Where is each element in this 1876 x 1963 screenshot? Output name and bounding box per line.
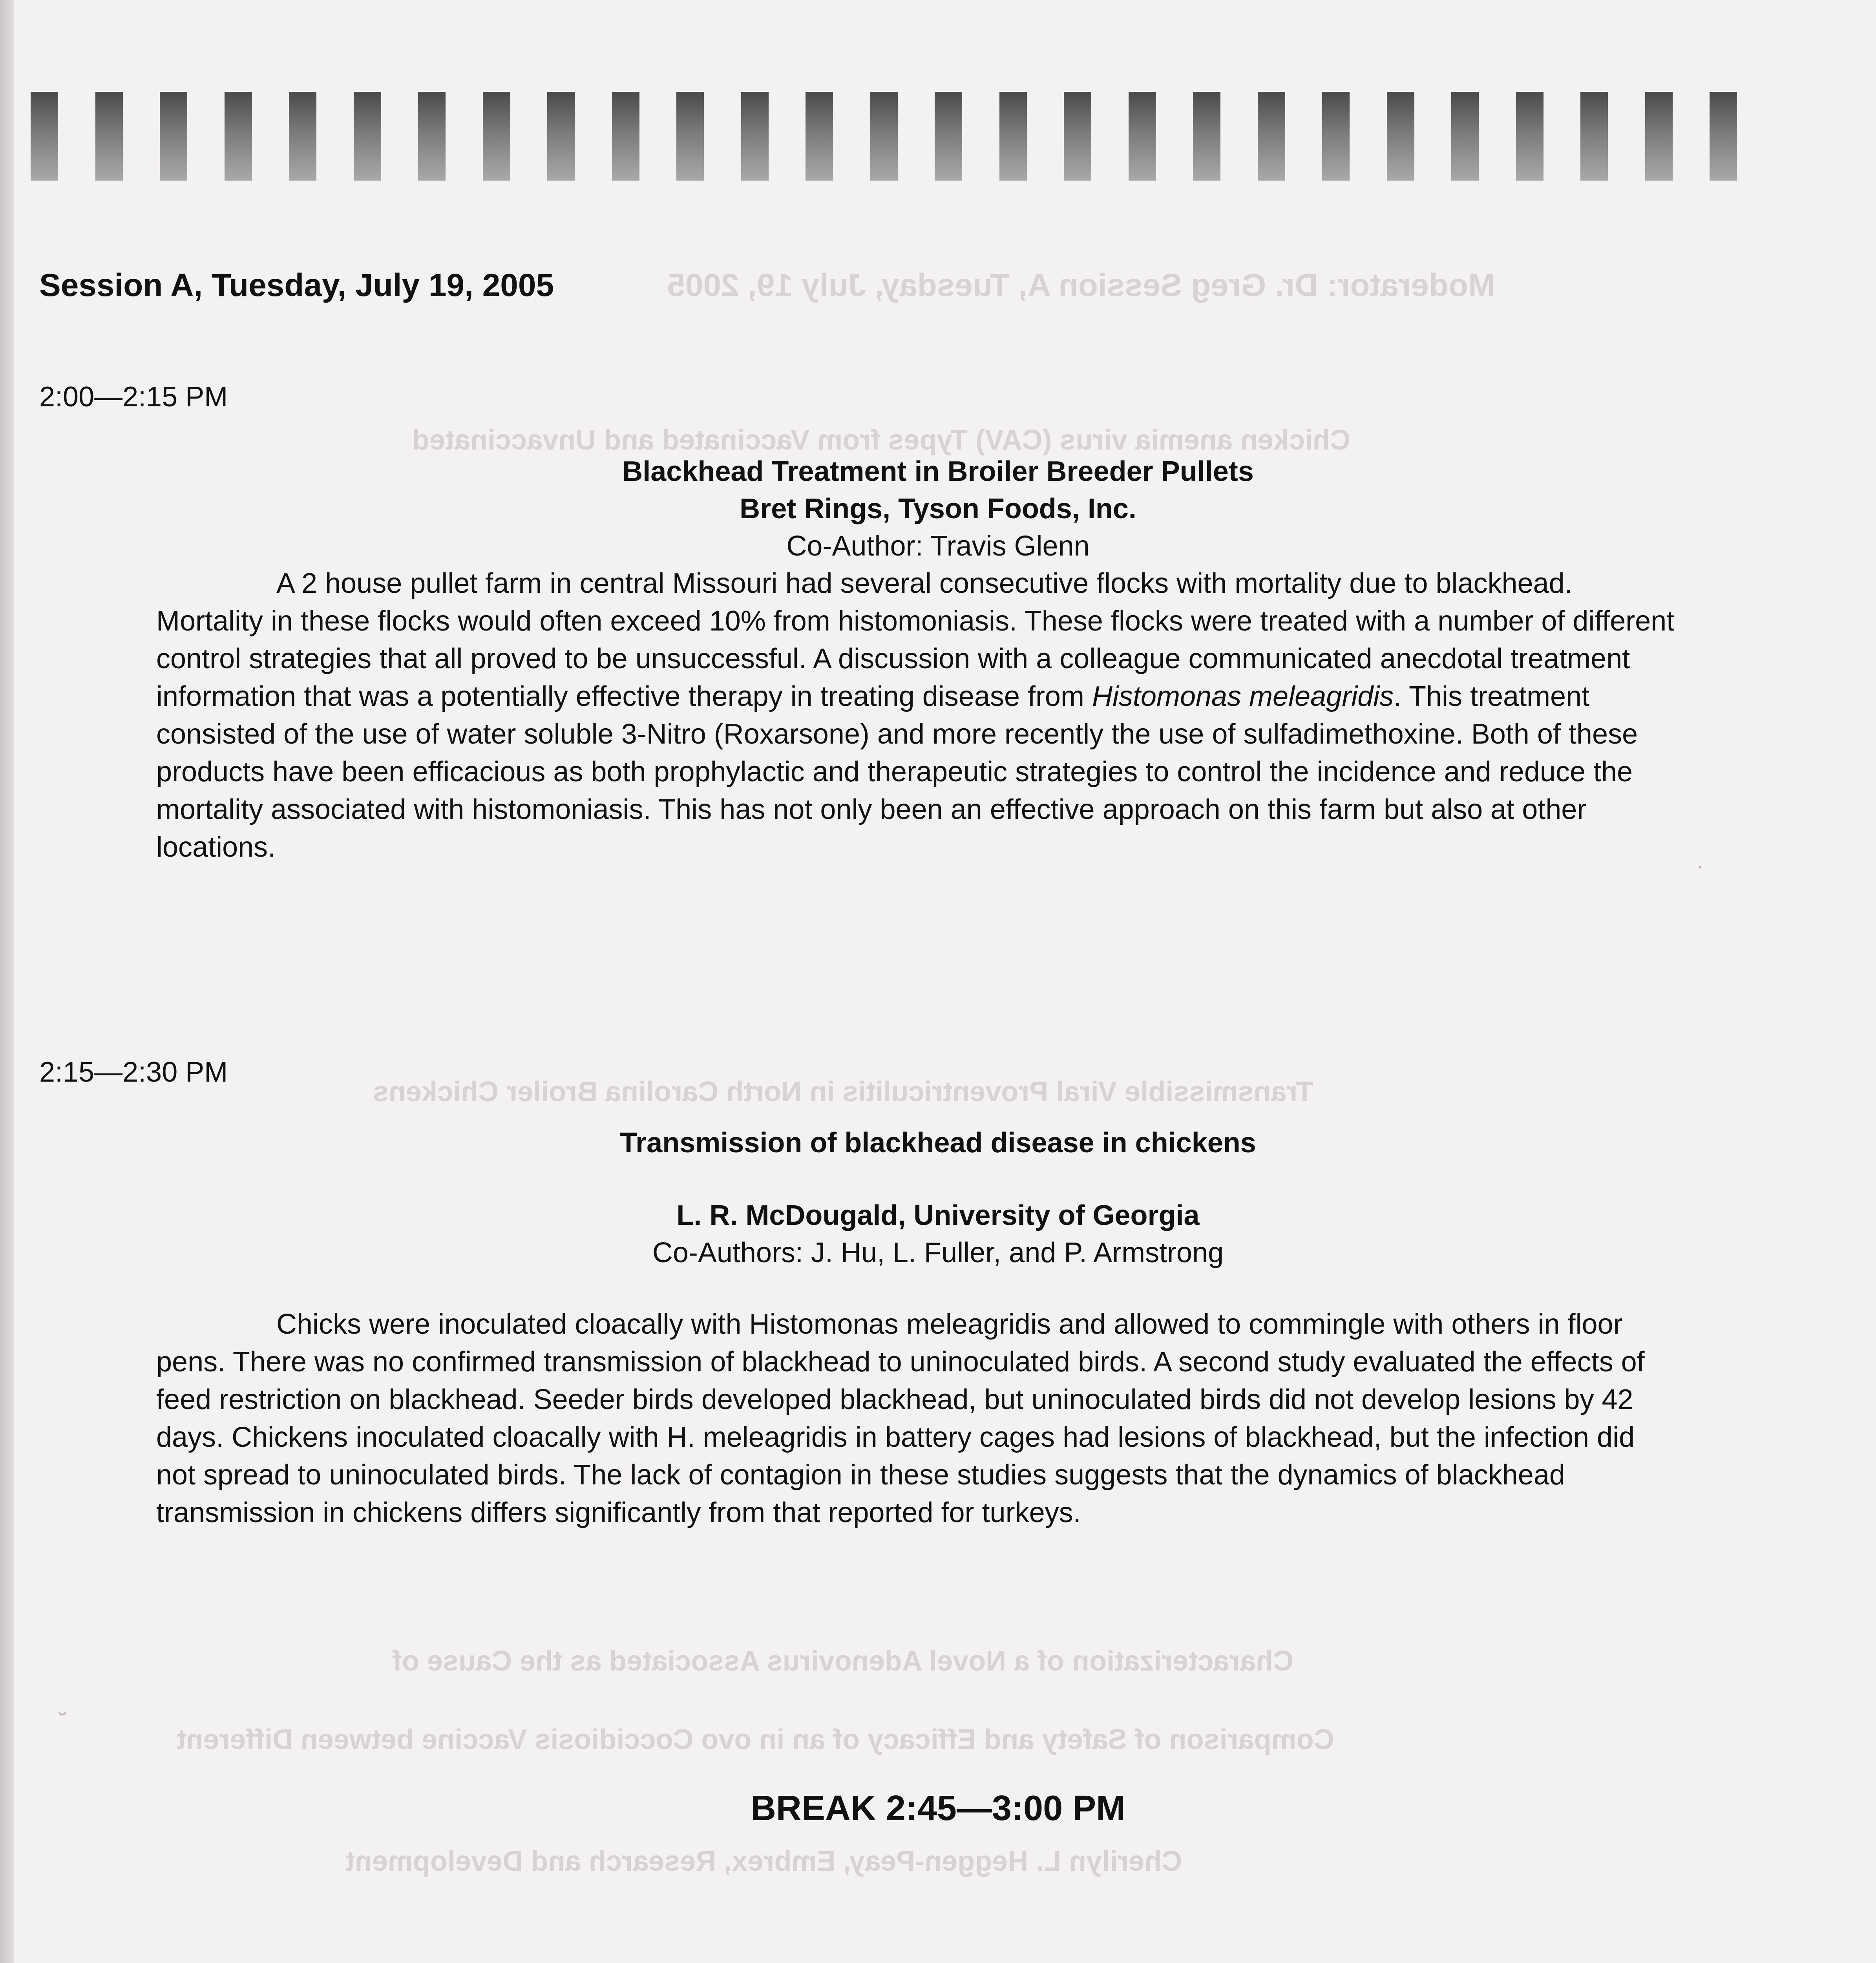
talk-coauthors: Co-Author: Travis Glenn	[786, 530, 1090, 562]
abstract-text: A 2 house pullet farm in central Missouri had several consecutive flocks with mortality due to blackhead. Mortality in these flocks would often exceed 10% from histomoniasis. These flocks were treated with a number of different control strategies that all proved to be unsuccessful. A discussion with a colleague communicated anecdotal treatment information that was a potentially effective therapy in treating disease from	[156, 568, 1675, 712]
species-name: Histomonas meleagridis	[1092, 681, 1394, 712]
binding-hole	[612, 92, 639, 181]
stray-mark: ·	[1696, 852, 1704, 879]
bleed-through-text: Comparison of Safety and Efficacy of an in ovo Coccidiosis Vaccine between Different	[177, 1724, 1334, 1755]
binding-hole	[225, 92, 252, 181]
talk-time: 2:00—2:15 PM	[39, 381, 228, 413]
binding-hole	[1710, 92, 1737, 181]
binding-hole	[1580, 92, 1608, 181]
binding-hole	[1516, 92, 1544, 181]
bleed-through-text: Moderator: Dr. Greg Session A, Tuesday, July 19, 2005	[667, 267, 1495, 303]
binding-hole	[354, 92, 381, 181]
break-label: BREAK 2:45—3:00 PM	[750, 1789, 1126, 1828]
binding-hole	[806, 92, 833, 181]
talk-author: L. R. McDougald, University of Georgia	[676, 1200, 1200, 1231]
binding-hole	[160, 92, 187, 181]
binding-hole	[1451, 92, 1479, 181]
page-spine	[0, 0, 14, 1963]
talk-title: Transmission of blackhead disease in chickens	[620, 1127, 1256, 1159]
talk-title: Blackhead Treatment in Broiler Breeder Pullets	[622, 456, 1254, 487]
talk-abstract	[156, 565, 1679, 866]
binding-hole	[870, 92, 898, 181]
binding-hole	[1322, 92, 1350, 181]
stray-mark: ˘	[59, 1708, 67, 1735]
binding-hole	[1064, 92, 1091, 181]
binding-hole	[418, 92, 446, 181]
binding-hole	[1193, 92, 1220, 181]
spiral-binding	[31, 92, 1797, 181]
talk-coauthors: Co-Authors: J. Hu, L. Fuller, and P. Armstrong	[652, 1237, 1224, 1268]
binding-hole	[31, 92, 58, 181]
binding-hole	[483, 92, 510, 181]
binding-hole	[1129, 92, 1156, 181]
binding-hole	[1387, 92, 1414, 181]
bleed-through-text: Characterization of a Novel Adenovirus Associated as the Cause of	[393, 1645, 1294, 1677]
talk-time: 2:15—2:30 PM	[39, 1056, 228, 1088]
binding-hole	[547, 92, 575, 181]
binding-hole	[1258, 92, 1285, 181]
session-header: Session A, Tuesday, July 19, 2005	[39, 267, 554, 303]
talk-author: Bret Rings, Tyson Foods, Inc.	[740, 493, 1136, 525]
binding-hole	[741, 92, 769, 181]
binding-hole	[676, 92, 704, 181]
binding-hole	[95, 92, 123, 181]
bleed-through-text: Chicken anemia virus (CAV) Types from Vaccinated and Unvaccinated	[412, 424, 1351, 456]
binding-hole	[1645, 92, 1673, 181]
binding-hole	[935, 92, 962, 181]
binding-hole	[999, 92, 1027, 181]
talk-abstract: Chicks were inoculated cloacally with Histomonas meleagridis and allowed to commingle with others in floor pens. There was no confirmed transmission of blackhead to uninoculated birds. A second study evaluated the effects of feed restriction on blackhead. Seeder birds developed blackhead, but uninoculated birds did not develop lesions by 42 days. Chickens inoculated cloacally with H. meleagridis in battery cages had lesions of blackhead, but the infection did not spread to uninoculated birds. The lack of contagion in these studies suggests that the dynamics of blackhead transmission in chickens differs significantly from that reported for turkeys.	[156, 1309, 1645, 1528]
bleed-through-text: Transmissible Viral Proventriculitis in North Carolina Broiler Chickens	[373, 1076, 1313, 1108]
bleed-through-text: Cherilyn L. Heggen-Peay, Embrex, Research and Development	[345, 1846, 1182, 1877]
abstract-text: . This treatment consisted of the use of water soluble 3-Nitro (Roxarsone) and more recently the use of sulfadimethoxine. Both of these products have been efficacious as both prophylactic and therapeutic strategies to control the incidence and reduce the mortality associated with histomoniasis. This has not only been an effective approach on this farm but also at other locations.	[156, 681, 1638, 863]
binding-hole	[289, 92, 316, 181]
